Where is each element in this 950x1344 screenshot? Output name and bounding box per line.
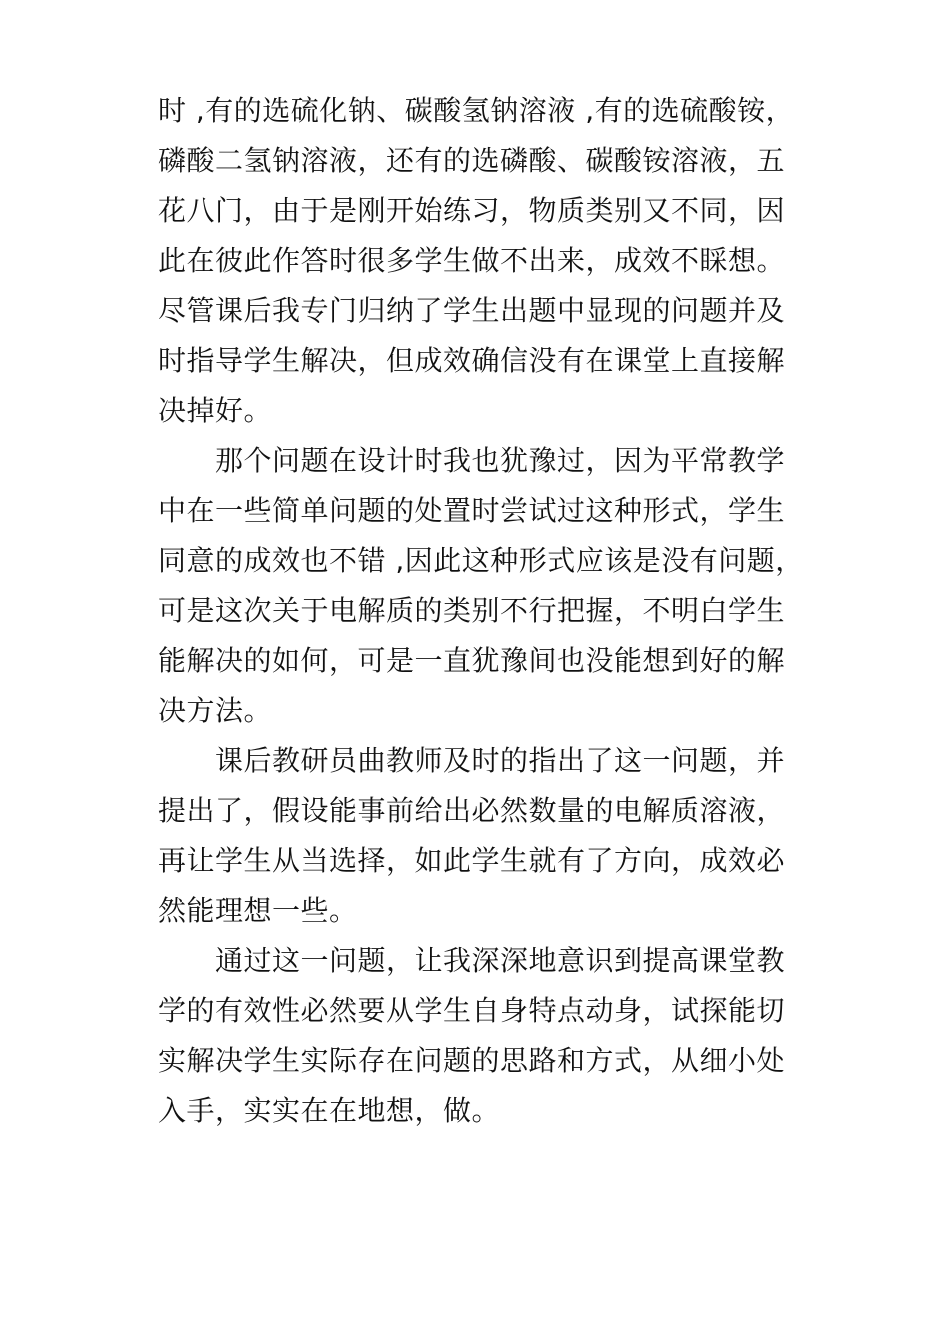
text-line: 再让学生从当选择，如此学生就有了方向，成效必 bbox=[158, 844, 786, 877]
text-line: 可是这次关于电解质的类别不行把握，不明白学生 bbox=[158, 594, 786, 627]
text-line: 那个问题在设计时我也犹豫过，因为平常教学 bbox=[158, 444, 786, 477]
text-line: 课后教研员曲教师及时的指出了这一问题，并 bbox=[158, 744, 786, 777]
document-body bbox=[158, 86, 804, 1136]
text-line: 决掉好。 bbox=[158, 394, 273, 427]
text-line: 时 ,有的选硫化钠、碳酸氢钠溶液 ,有的选硫酸铵， bbox=[158, 94, 795, 127]
text-line: 同意的成效也不错 ,因此这种形式应该是没有问题， bbox=[158, 544, 804, 577]
text-line: 磷酸二氢钠溶液，还有的选磷酸、碳酸铵溶液，五 bbox=[158, 144, 786, 177]
text-line: 然能理想一些。 bbox=[158, 894, 358, 927]
text-line: 实解决学生实际存在问题的思路和方式，从细小处 bbox=[158, 1044, 786, 1077]
text-line: 决方法。 bbox=[158, 694, 273, 727]
text-line: 尽管课后我专门归纳了学生出题中显现的问题并及 bbox=[158, 294, 786, 327]
text-line: 时指导学生解决，但成效确信没有在课堂上直接解 bbox=[158, 344, 786, 377]
text-line: 花八门，由于是刚开始练习，物质类别又不同，因 bbox=[158, 194, 786, 227]
text-line: 学的有效性必然要从学生自身特点动身，试探能切 bbox=[158, 994, 786, 1027]
text-line: 入手，实实在在地想，做。 bbox=[158, 1094, 501, 1127]
text-line: 此在彼此作答时很多学生做不出来，成效不睬想。 bbox=[158, 244, 786, 277]
text-line: 中在一些简单问题的处置时尝试过这种形式，学生 bbox=[158, 494, 786, 527]
text-line: 通过这一问题，让我深深地意识到提高课堂教 bbox=[158, 944, 786, 977]
text-line: 能解决的如何，可是一直犹豫间也没能想到好的解 bbox=[158, 644, 786, 677]
text-line: 提出了，假设能事前给出必然数量的电解质溶液， bbox=[158, 794, 786, 827]
